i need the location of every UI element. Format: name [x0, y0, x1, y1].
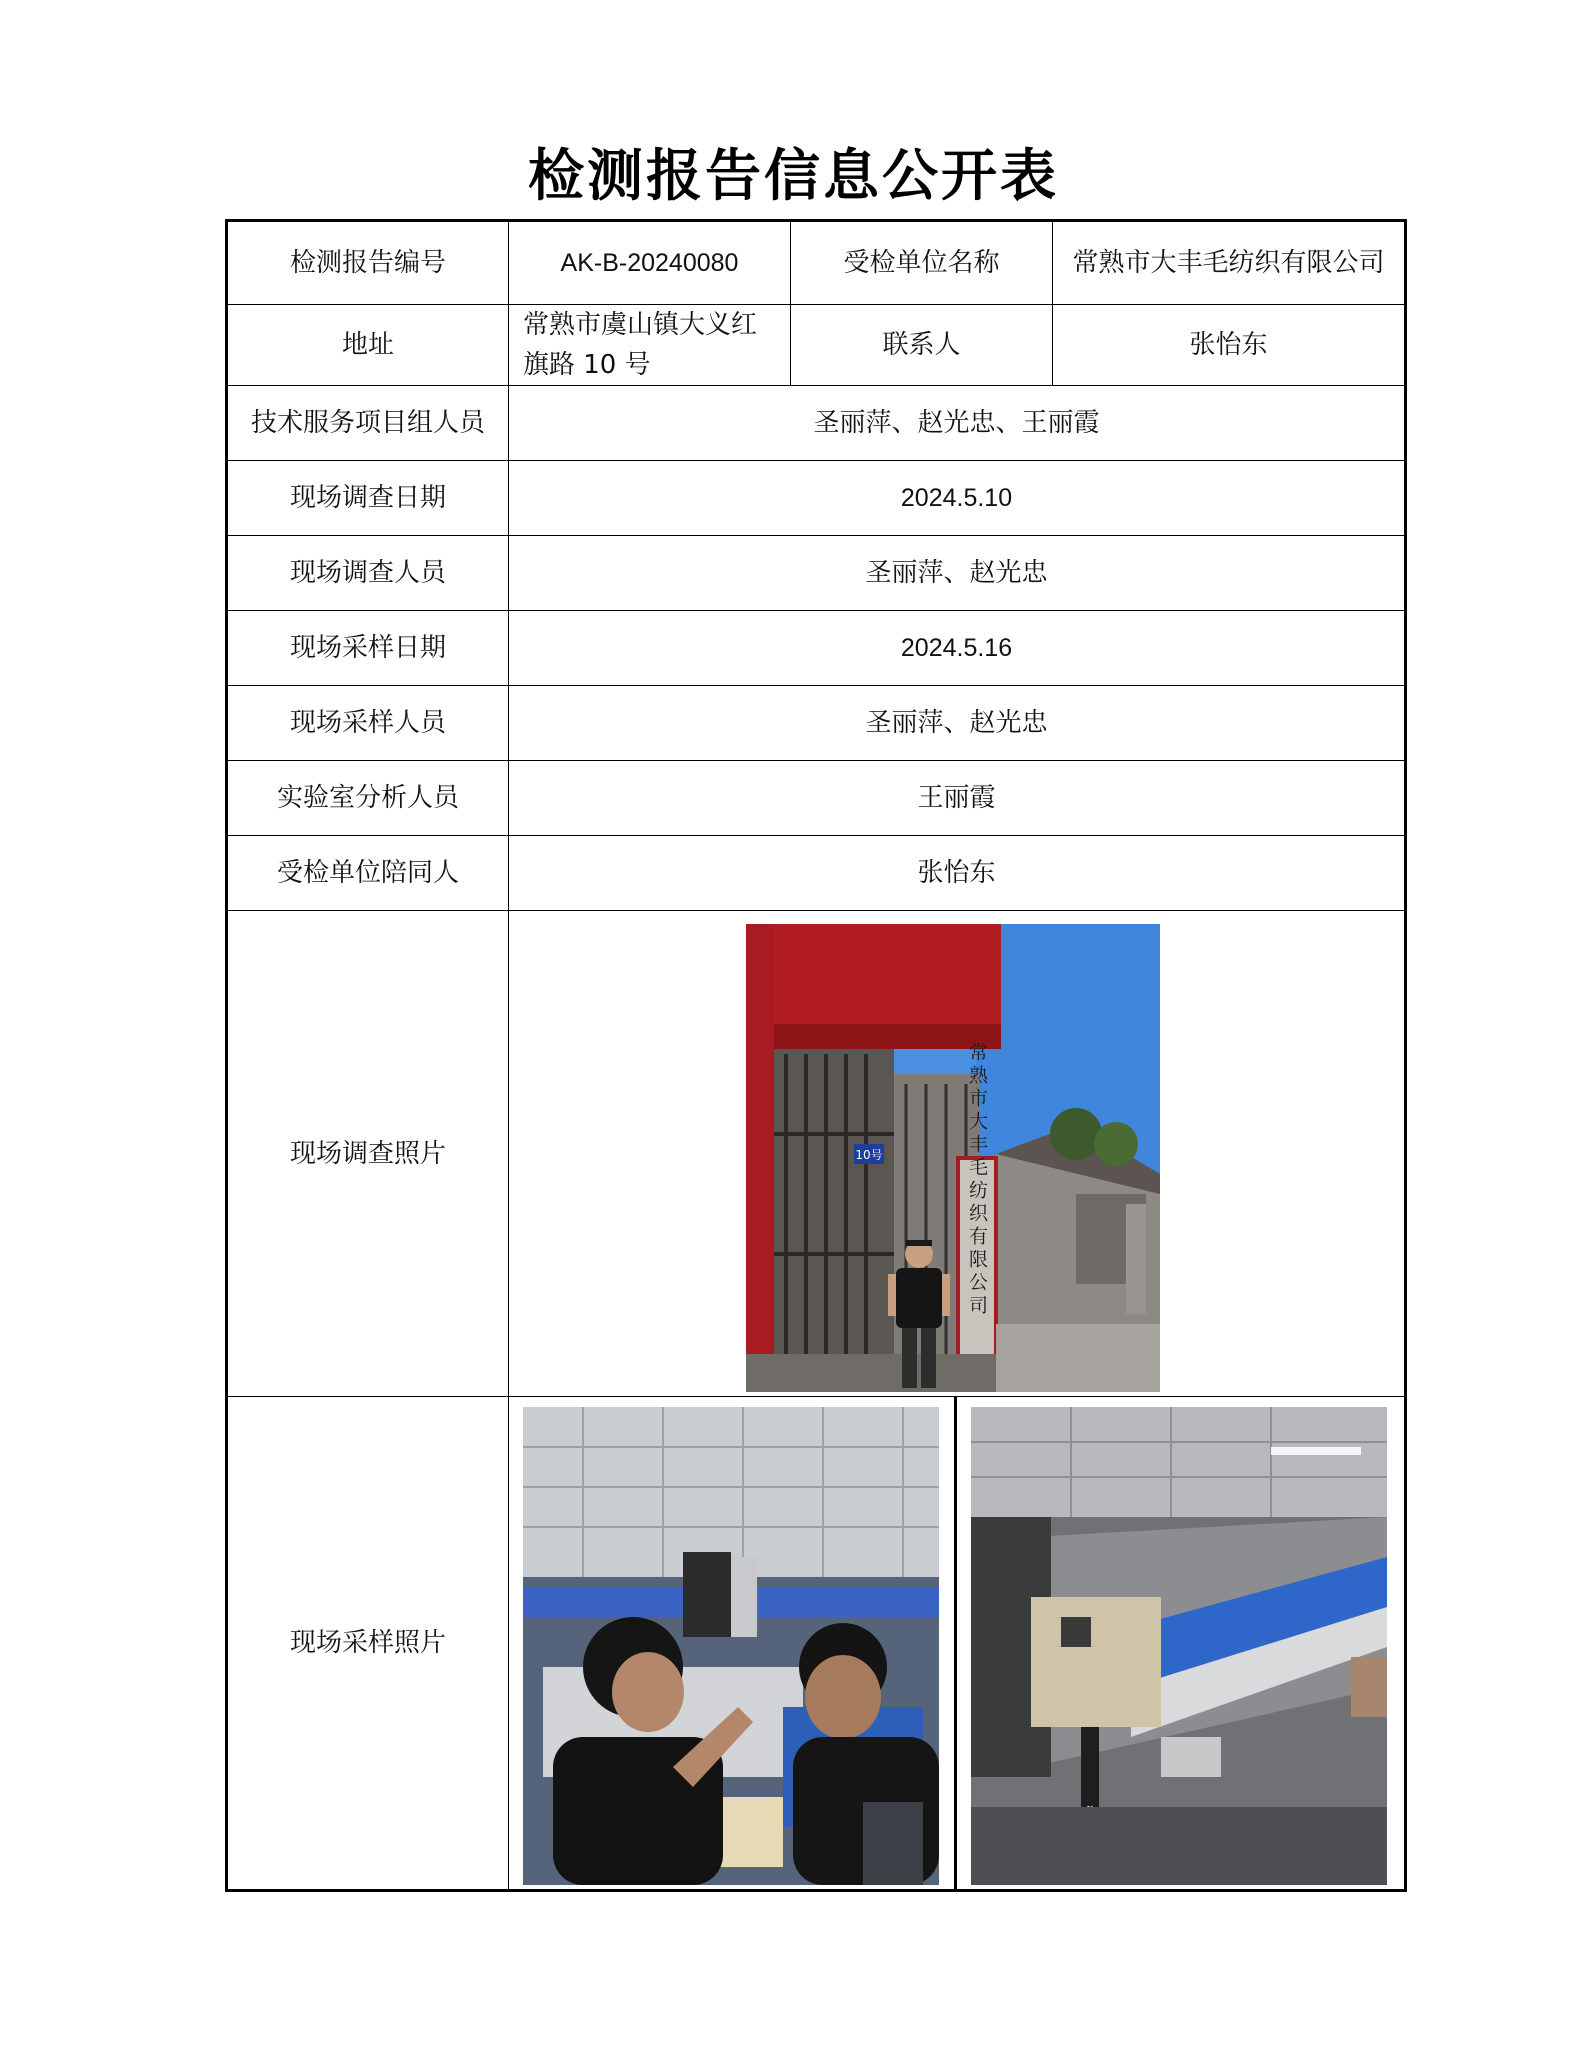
team-value: 圣丽萍、赵光忠、王丽霞	[509, 386, 1406, 461]
survey-date-label: 现场调查日期	[227, 461, 509, 536]
table-row	[227, 761, 1406, 836]
page-title: 检测报告信息公开表	[528, 144, 1059, 209]
survey-gate-photo	[746, 924, 1160, 1392]
gate-sign-text: 常熟市大丰毛纺织有限公司	[966, 1042, 988, 1318]
contact-value: 张怡东	[1053, 305, 1406, 386]
table-row	[227, 221, 1406, 305]
sampling-date-value: 2024.5.16	[509, 611, 1406, 686]
table-row	[227, 611, 1406, 686]
table-row	[227, 686, 1406, 761]
table-row	[227, 536, 1406, 611]
sampling-staff-value: 圣丽萍、赵光忠	[509, 686, 1406, 761]
address-value: 常熟市虞山镇大义红旗路 10 号	[509, 305, 791, 386]
survey-photo-cell	[509, 911, 1406, 1397]
lab-staff-value: 王丽霞	[509, 761, 1406, 836]
table-row	[227, 461, 1406, 536]
report-no-label: 检测报告编号	[227, 221, 509, 305]
sampling-photo-label: 现场采样照片	[227, 1397, 509, 1891]
contact-label: 联系人	[791, 305, 1053, 386]
table-row	[227, 911, 1406, 1397]
survey-date-value: 2024.5.10	[509, 461, 1406, 536]
lab-staff-label: 实验室分析人员	[227, 761, 509, 836]
sampling-date-label: 现场采样日期	[227, 611, 509, 686]
table-row	[227, 1397, 1406, 1891]
report-table	[225, 219, 1407, 1892]
survey-staff-label: 现场调查人员	[227, 536, 509, 611]
table-row	[227, 386, 1406, 461]
escort-value: 张怡东	[509, 836, 1406, 911]
survey-photo-label: 现场调查照片	[227, 911, 509, 1397]
sampling-photo-1	[523, 1407, 939, 1885]
table-row	[227, 305, 1406, 386]
survey-staff-value: 圣丽萍、赵光忠	[509, 536, 1406, 611]
unit-name-value: 常熟市大丰毛纺织有限公司	[1053, 221, 1406, 305]
sampling-photo-2	[971, 1407, 1387, 1885]
sampling-staff-label: 现场采样人员	[227, 686, 509, 761]
photo-divider	[954, 1397, 957, 1889]
table-row	[227, 836, 1406, 911]
gate-number-plate: 10号	[855, 1148, 883, 1162]
address-label: 地址	[227, 305, 509, 386]
unit-name-label: 受检单位名称	[791, 221, 1053, 305]
sampling-photo-cell	[509, 1397, 1406, 1891]
team-label: 技术服务项目组人员	[227, 386, 509, 461]
report-no-value: AK-B-20240080	[509, 221, 791, 305]
escort-label: 受检单位陪同人	[227, 836, 509, 911]
